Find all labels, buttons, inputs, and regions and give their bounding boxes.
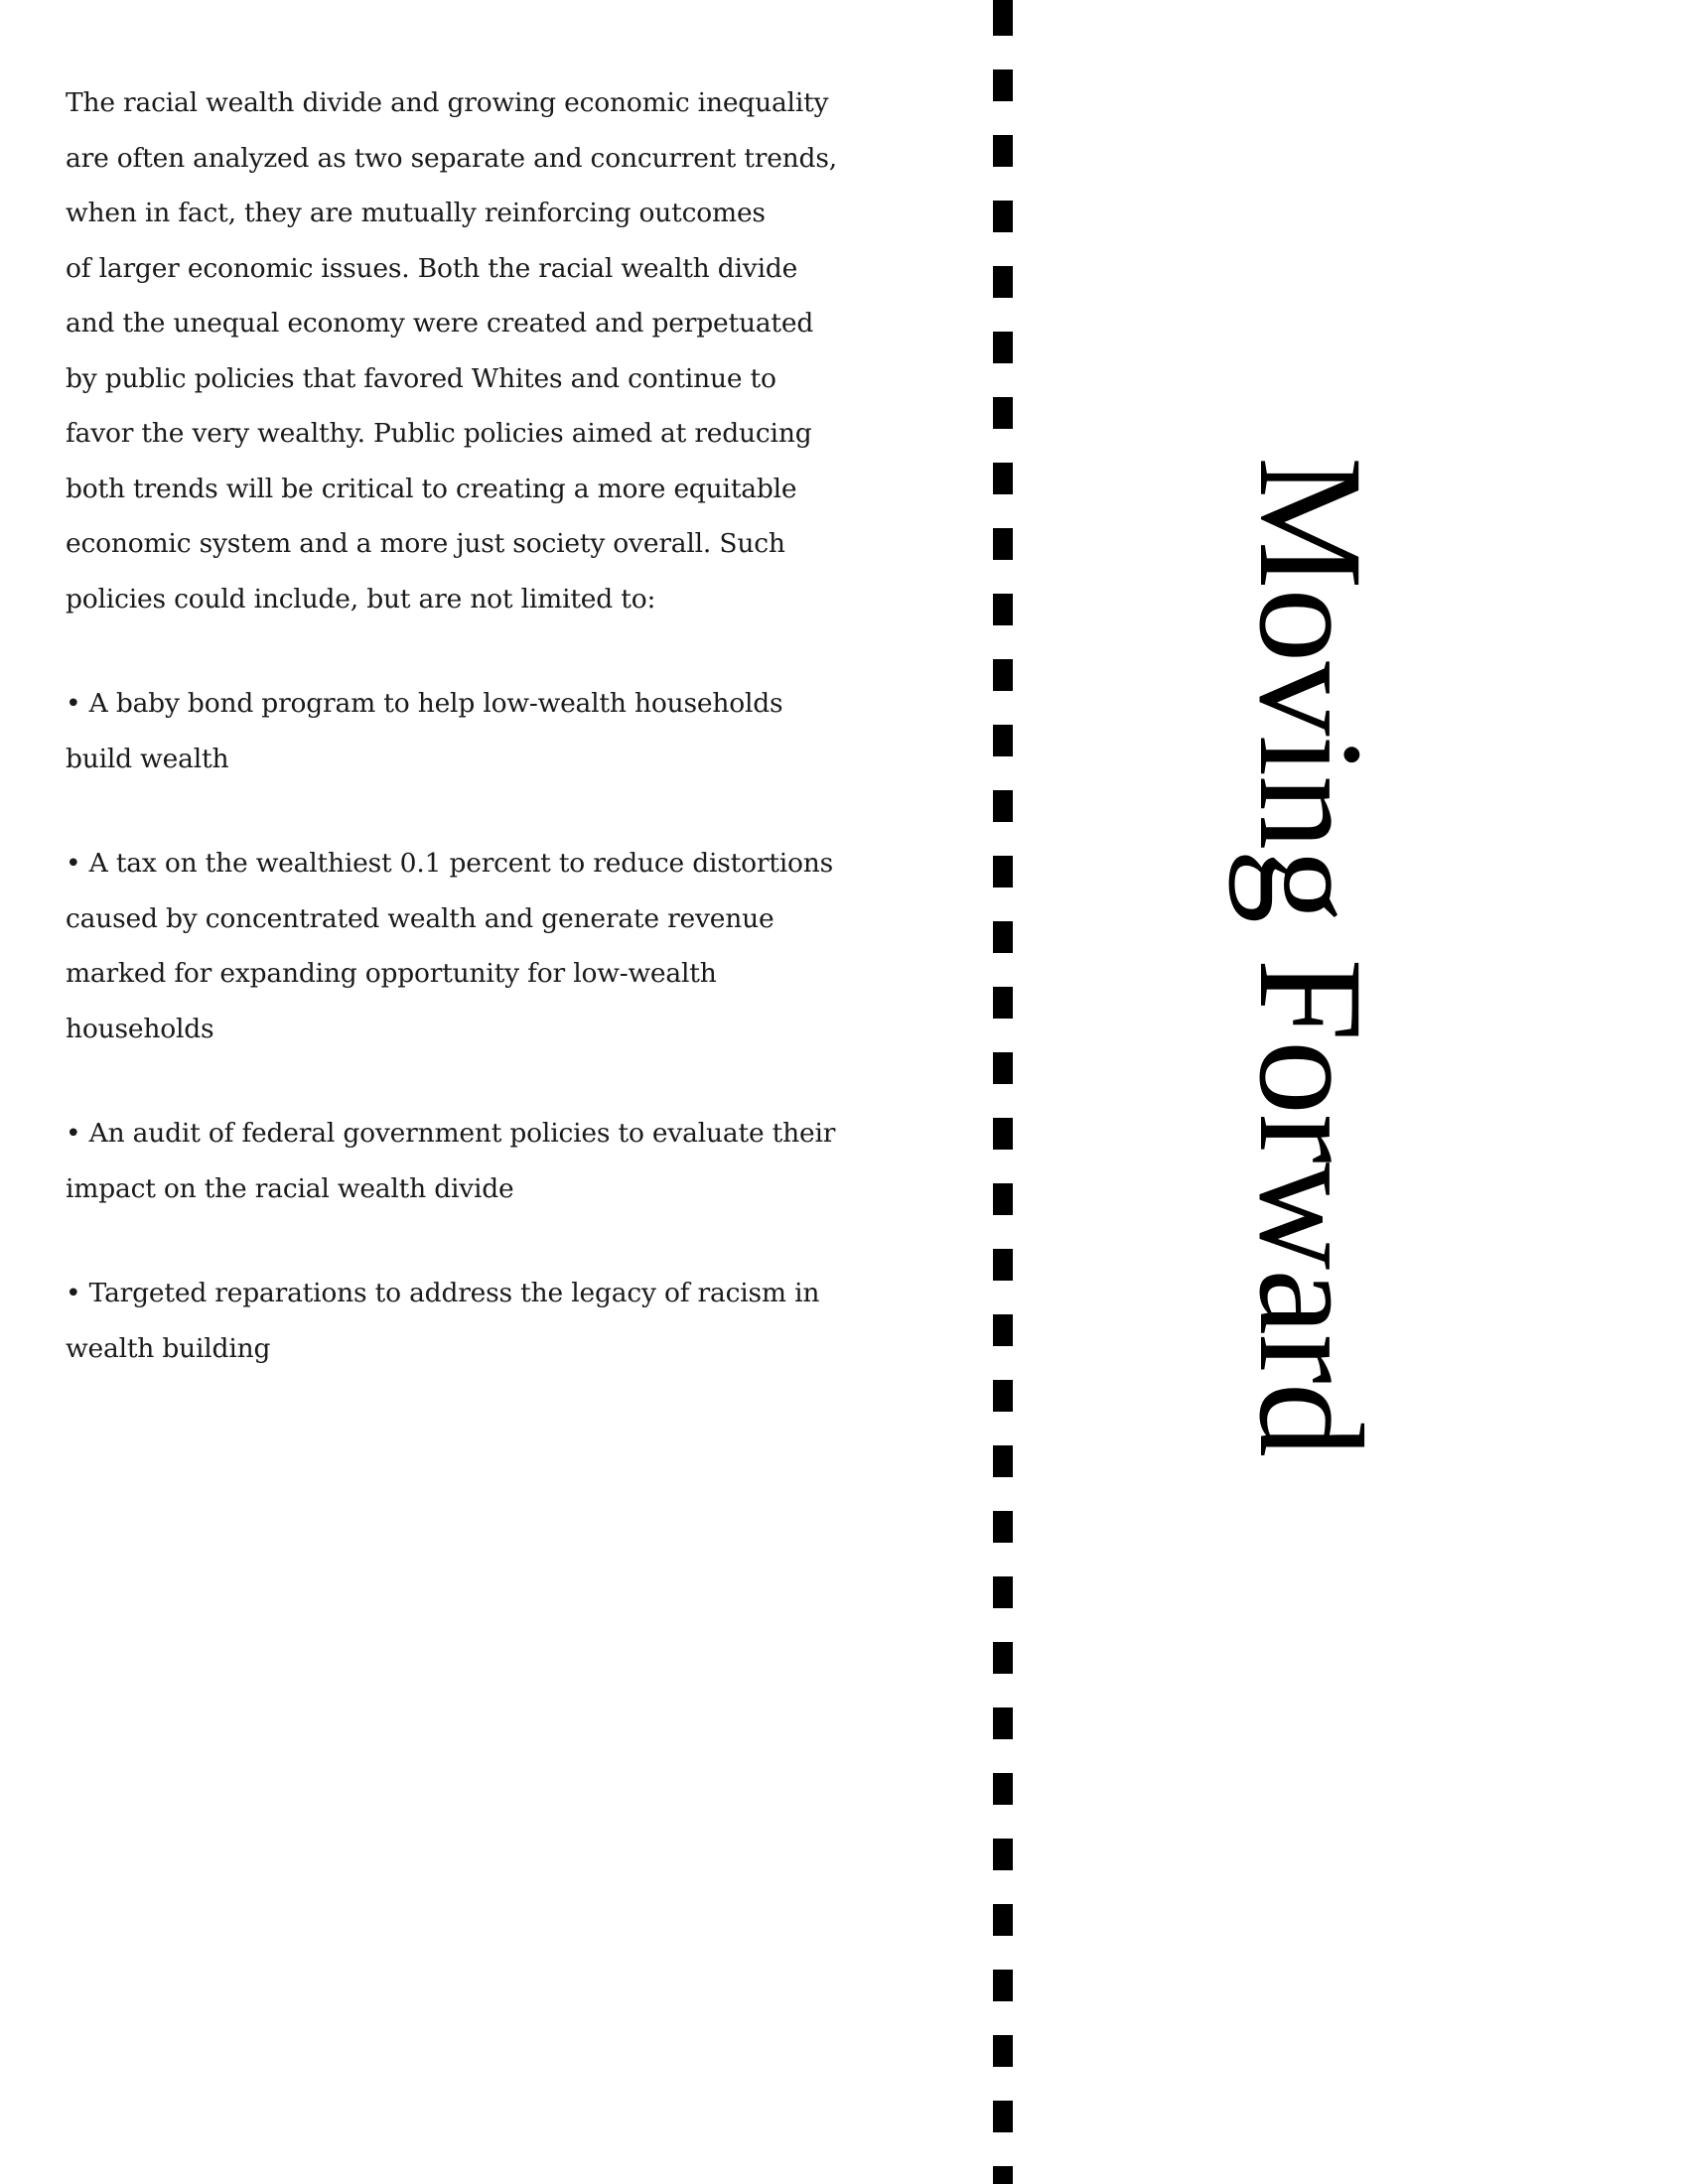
section-title-wrap xyxy=(1228,457,1435,1456)
policy-item-federal-audit xyxy=(66,1106,850,1216)
intro-line: economic system and a more just society overall. Such xyxy=(66,528,785,559)
policy-item-reparations xyxy=(66,1266,850,1376)
policy-line: build wealth xyxy=(66,743,229,774)
intro-line: favor the very wealthy. Public policies aimed at reducing xyxy=(66,418,812,449)
policy-line: • A tax on the wealthiest 0.1 percent to reduce distortions xyxy=(66,848,834,879)
policy-list xyxy=(66,676,850,1376)
section-title: Moving Forward xyxy=(1228,457,1393,1456)
policy-line: households xyxy=(66,1013,214,1044)
intro-line: The racial wealth divide and growing economic inequality xyxy=(66,87,829,118)
policy-item-wealth-tax xyxy=(66,836,850,1056)
policy-line: impact on the racial wealth divide xyxy=(66,1172,514,1204)
intro-line: policies could include, but are not limited to: xyxy=(66,583,656,614)
dashed-divider xyxy=(993,0,1013,2184)
policy-line: • A baby bond program to help low-wealth households xyxy=(66,688,783,719)
intro-line: both trends will be critical to creating a more equitable xyxy=(66,473,797,504)
intro-line: are often analyzed as two separate and concurrent trends, xyxy=(66,142,837,174)
policy-item-baby-bonds xyxy=(66,676,850,786)
intro-paragraph xyxy=(66,75,850,626)
policy-line: marked for expanding opportunity for low-wealth xyxy=(66,958,717,989)
intro-line: when in fact, they are mutually reinforcing outcomes xyxy=(66,198,766,228)
policy-line: caused by concentrated wealth and generate revenue xyxy=(66,902,774,934)
intro-line: of larger economic issues. Both the racial wealth divide xyxy=(66,252,798,284)
intro-line: by public policies that favored Whites and continue to xyxy=(66,362,776,394)
policy-line: wealth building xyxy=(66,1332,271,1364)
body-text-column xyxy=(66,75,850,1426)
policy-line: • Targeted reparations to address the legacy of racism in xyxy=(66,1278,820,1308)
policy-line: • An audit of federal government policies to evaluate their xyxy=(66,1118,836,1149)
intro-line: and the unequal economy were created and perpetuated xyxy=(66,308,814,339)
